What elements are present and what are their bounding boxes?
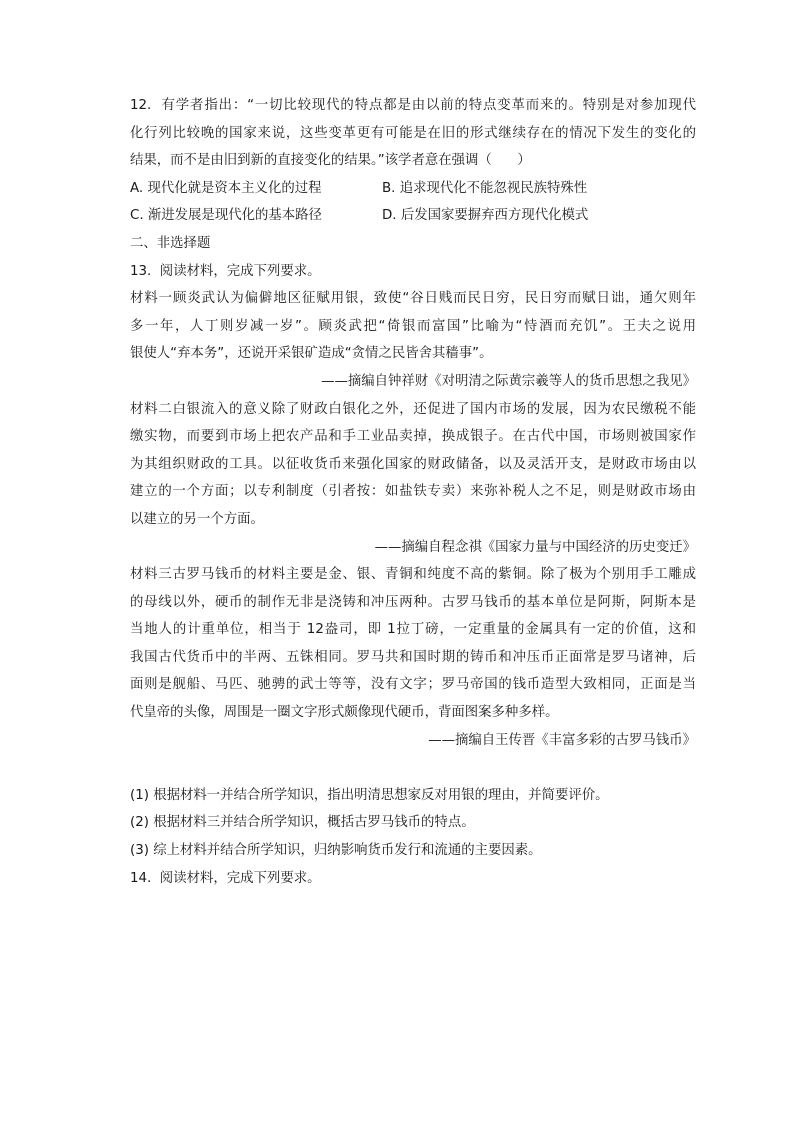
material-3-line: 面则是舰船、马匹、驰骋的武士等等，没有文字；罗马帝国的钱币造型大致相同，正面是当	[130, 677, 696, 693]
section-heading: 二、非选择题	[130, 235, 211, 251]
question-12	[130, 92, 696, 230]
option-b: B. 追求现代化不能忽视民族特殊性	[382, 180, 588, 196]
option-d: D. 后发国家要摒弃西方现代化模式	[382, 208, 589, 224]
subquestion-1: (1) 根据材料一并结合所学知识，指出明清思想家反对用银的理由，并简要评价。	[130, 787, 609, 803]
spacer	[130, 754, 696, 782]
material-3	[130, 561, 696, 754]
material-3-line: 的母线以外，硬币的制作无非是浇铸和冲压两种。古罗马钱币的基本单位是阿斯，阿斯本是	[130, 594, 696, 610]
material-2-line: 为其组织财政的工具。以征收货币来强化国家的财政储备，以及灵活开支，是财政市场由以	[130, 456, 696, 472]
material-2-line: 建立的一个方面；以专利制度（引者按：如盐铁专卖）来弥补税人之不足，则是财政市场由	[130, 484, 696, 500]
question-12-line-3: 结果，而不是由旧到新的直接变化的结果。”该学者意在强调（ ）	[130, 153, 531, 169]
subquestion-2: (2) 根据材料三并结合所学知识，概括古罗马钱币的特点。	[130, 815, 475, 831]
question-13-subquestions	[130, 782, 696, 865]
material-1-line: 多一年，人丁则岁减一岁”。顾炎武把“倚银而富国”比喻为“恃酒而充饥”。王夫之说用	[130, 318, 696, 334]
material-1	[130, 285, 696, 395]
question-13-title: 13. 阅读材料，完成下列要求。	[130, 263, 321, 279]
question-12-options-row-1	[130, 175, 696, 203]
option-a: A. 现代化就是资本主义化的过程	[130, 180, 322, 196]
material-2	[130, 396, 696, 562]
material-1-source: ——摘编自钟祥财《对明清之际黄宗羲等人的货币思想之我见》	[321, 373, 696, 389]
material-2-source: ——摘编自程念祺《国家力量与中国经济的历史变迁》	[374, 539, 696, 555]
material-1-line: 材料一顾炎武认为偏僻地区征赋用银，致使“谷日贱而民日穷，民日穷而赋日诎，通欠则年	[130, 291, 696, 307]
subquestion-3: (3) 综上材料并结合所学知识，归纳影响货币发行和流通的主要因素。	[130, 843, 542, 859]
material-3-line: 我国古代货币中的半两、五铢相同。罗马共和国时期的铸币和冲压币正面常是罗马诸神，后	[130, 649, 696, 665]
material-1-line: 银使人“弃本务”，还说开采银矿造成“贪情之民皆舍其穑事”。	[130, 346, 493, 362]
question-14-title: 14. 阅读材料，完成下列要求。	[130, 870, 321, 886]
option-c: C. 渐进发展是现代化的基本路径	[130, 208, 322, 224]
material-2-line: 以建立的另一个方面。	[130, 511, 264, 527]
question-12-line-1: 12. 有学者指出：“一切比较现代的特点都是由以前的特点变革而来的。特别是对参加现代	[130, 98, 696, 113]
material-3-line: 代皇帝的头像，周围是一圈文字形式颇像现代硬币，背面图案多种多样。	[130, 705, 559, 721]
material-3-source: ——摘编自王传晋《丰富多彩的古罗马钱币》	[428, 732, 696, 748]
material-2-line: 缴实物，而要到市场上把农产品和手工业品卖掉，换成银子。在古代中国，市场则被国家作	[130, 429, 696, 445]
material-3-line: 当地人的计重单位，相当于 12盎司，即 1拉丁磅，一定重量的金属具有一定的价值，这和	[130, 622, 696, 638]
material-2-line: 材料二白银流入的意义除了财政白银化之外，还促进了国内市场的发展，因为农民缴税不能	[130, 401, 696, 417]
question-13	[130, 258, 696, 865]
question-12-line-2: 化行列比较晚的国家来说，这些变革更有可能是在旧的形式继续存在的情况下发生的变化的	[130, 125, 696, 141]
question-12-options-row-2	[130, 202, 696, 230]
document-page	[130, 92, 696, 892]
material-3-line: 材料三古罗马钱币的材料主要是金、银、青铜和纯度不高的紫铜。除了极为个别用手工雕成	[130, 567, 696, 583]
